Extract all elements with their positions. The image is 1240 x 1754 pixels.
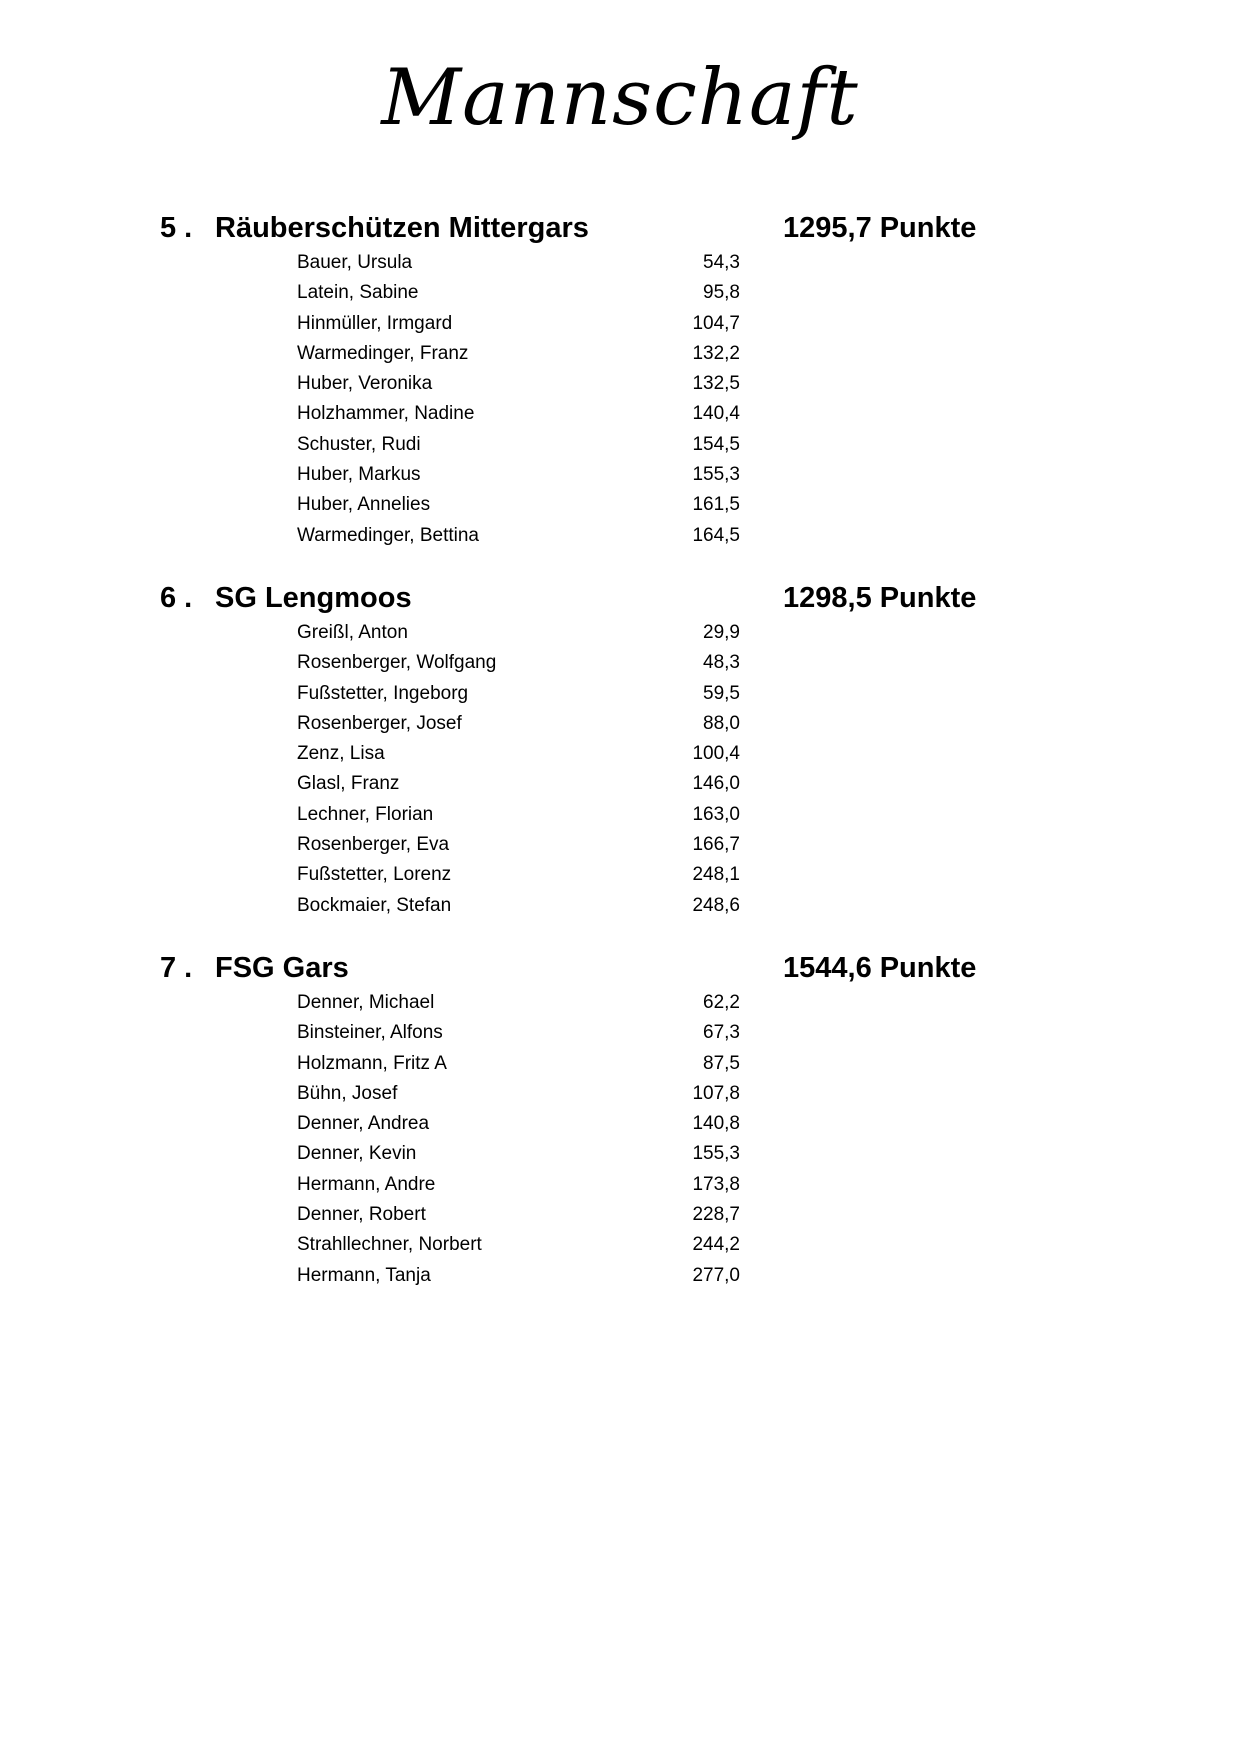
member-name: Hermann, Andre xyxy=(297,1173,436,1195)
member-row xyxy=(0,1079,1240,1109)
member-row xyxy=(0,369,1240,399)
member-name: Holzmann, Fritz A xyxy=(297,1052,447,1074)
member-name: Fußstetter, Lorenz xyxy=(297,864,452,886)
member-value: 67,3 xyxy=(703,1022,740,1044)
team-name: SG Lengmoos xyxy=(215,582,412,614)
team-section xyxy=(0,578,1240,921)
team-score xyxy=(783,208,976,248)
member-name: Fußstetter, Ingeborg xyxy=(297,682,469,704)
member-name: Bühn, Josef xyxy=(297,1082,398,1104)
member-value: 164,5 xyxy=(692,524,740,546)
member-name: Hinmüller, Irmgard xyxy=(297,312,453,334)
member-row xyxy=(0,988,1240,1018)
member-row xyxy=(0,309,1240,339)
member-row xyxy=(0,1230,1240,1260)
member-list xyxy=(0,618,1240,921)
member-row xyxy=(0,1049,1240,1079)
member-value: 48,3 xyxy=(703,652,740,674)
member-value: 29,9 xyxy=(703,622,740,643)
member-row xyxy=(0,739,1240,769)
team-rank: 6 . xyxy=(160,582,193,614)
member-name: Bauer, Ursula xyxy=(297,252,413,273)
team-header xyxy=(0,578,1240,618)
member-value: 132,5 xyxy=(692,373,740,395)
team-total: 1295,7 xyxy=(783,212,872,244)
member-name: Greißl, Anton xyxy=(297,622,408,643)
team-score xyxy=(783,948,976,988)
member-name: Glasl, Franz xyxy=(297,773,400,795)
member-name: Denner, Kevin xyxy=(297,1143,417,1165)
member-value: 154,5 xyxy=(692,433,740,455)
member-row xyxy=(0,430,1240,460)
member-row xyxy=(0,1109,1240,1139)
member-value: 104,7 xyxy=(692,312,740,334)
member-value: 95,8 xyxy=(703,282,740,304)
member-name: Rosenberger, Josef xyxy=(297,712,462,734)
team-total: 1298,5 xyxy=(783,582,872,614)
member-row xyxy=(0,1261,1240,1291)
member-value: 161,5 xyxy=(692,494,740,516)
member-row xyxy=(0,709,1240,739)
member-value: 100,4 xyxy=(692,743,740,765)
member-name: Denner, Michael xyxy=(297,992,435,1013)
member-value: 277,0 xyxy=(692,1264,740,1286)
member-value: 107,8 xyxy=(692,1082,740,1104)
member-name: Strahllechner, Norbert xyxy=(297,1234,482,1256)
page-title: Mannschaft xyxy=(381,53,859,143)
member-name: Hermann, Tanja xyxy=(297,1264,431,1286)
member-name: Huber, Markus xyxy=(297,464,421,486)
member-value: 166,7 xyxy=(692,834,740,856)
member-name: Latein, Sabine xyxy=(297,282,419,304)
member-row xyxy=(0,1139,1240,1169)
member-value: 155,3 xyxy=(692,1143,740,1165)
team-header xyxy=(0,208,1240,248)
member-value: 173,8 xyxy=(692,1173,740,1195)
score-unit: Punkte xyxy=(879,212,977,244)
member-name: Lechner, Florian xyxy=(297,803,434,825)
member-row xyxy=(0,278,1240,308)
score-unit: Punkte xyxy=(879,582,977,614)
member-value: 248,1 xyxy=(692,864,740,886)
member-name: Warmedinger, Franz xyxy=(297,342,469,364)
member-row xyxy=(0,769,1240,799)
member-value: 87,5 xyxy=(703,1052,740,1074)
member-row xyxy=(0,1170,1240,1200)
team-score xyxy=(783,578,976,618)
member-row xyxy=(0,460,1240,490)
member-name: Denner, Robert xyxy=(297,1204,426,1226)
member-value: 146,0 xyxy=(692,773,740,795)
member-name: Zenz, Lisa xyxy=(297,743,385,765)
team-name: FSG Gars xyxy=(215,952,349,984)
member-value: 140,8 xyxy=(692,1113,740,1135)
member-value: 140,4 xyxy=(692,403,740,425)
member-name: Rosenberger, Eva xyxy=(297,834,450,856)
team-rank: 7 . xyxy=(160,952,193,984)
member-row xyxy=(0,800,1240,830)
member-value: 228,7 xyxy=(692,1204,740,1226)
team-name: Räuberschützen Mittergars xyxy=(215,212,589,244)
member-row xyxy=(0,490,1240,520)
member-list xyxy=(0,988,1240,1291)
team-section xyxy=(0,208,1240,551)
score-unit: Punkte xyxy=(879,952,977,984)
member-row xyxy=(0,521,1240,551)
member-row xyxy=(0,248,1240,278)
member-value: 163,0 xyxy=(692,803,740,825)
member-name: Holzhammer, Nadine xyxy=(297,403,475,425)
member-value: 132,2 xyxy=(692,342,740,364)
member-name: Warmedinger, Bettina xyxy=(297,524,479,546)
member-row xyxy=(0,860,1240,890)
member-row xyxy=(0,648,1240,678)
member-name: Rosenberger, Wolfgang xyxy=(297,652,497,674)
member-row xyxy=(0,399,1240,429)
member-name: Huber, Annelies xyxy=(297,494,431,516)
member-name: Bockmaier, Stefan xyxy=(297,894,452,916)
member-value: 62,2 xyxy=(703,992,740,1013)
team-rank: 5 . xyxy=(160,212,193,244)
team-header xyxy=(0,948,1240,988)
member-row xyxy=(0,830,1240,860)
team-total: 1544,6 xyxy=(783,952,872,984)
member-name: Binsteiner, Alfons xyxy=(297,1022,443,1044)
team-section xyxy=(0,948,1240,1291)
member-row xyxy=(0,1200,1240,1230)
member-name: Schuster, Rudi xyxy=(297,433,421,455)
member-row xyxy=(0,679,1240,709)
member-value: 155,3 xyxy=(692,464,740,486)
member-value: 59,5 xyxy=(703,682,740,704)
member-value: 54,3 xyxy=(703,252,740,273)
member-row xyxy=(0,891,1240,921)
member-value: 248,6 xyxy=(692,894,740,916)
member-name: Denner, Andrea xyxy=(297,1113,430,1135)
member-row xyxy=(0,1018,1240,1048)
member-value: 88,0 xyxy=(703,712,740,734)
member-name: Huber, Veronika xyxy=(297,373,433,395)
member-value: 244,2 xyxy=(692,1234,740,1256)
member-row xyxy=(0,339,1240,369)
member-row xyxy=(0,618,1240,648)
member-list xyxy=(0,248,1240,551)
